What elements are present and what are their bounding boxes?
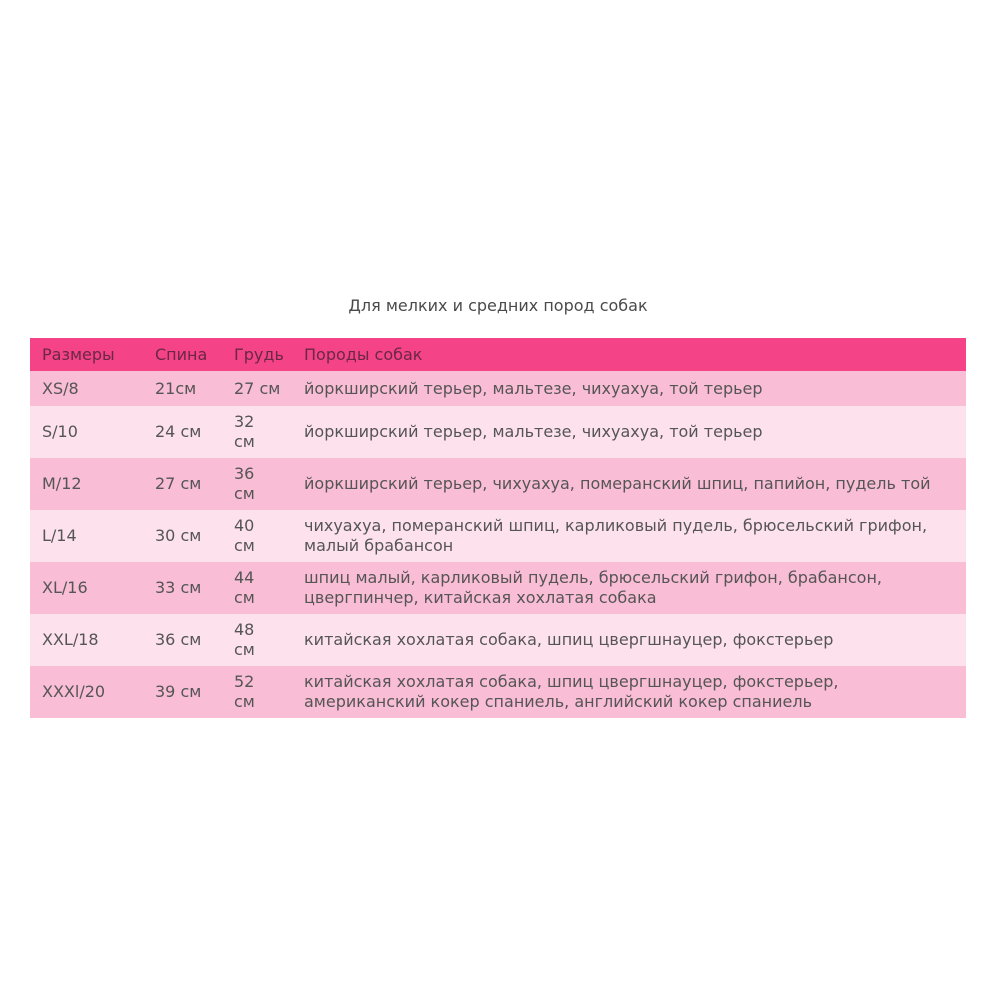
back-cell: 36 см bbox=[155, 630, 202, 649]
back-cell: 33 см bbox=[155, 578, 202, 597]
header-chest: Грудь bbox=[234, 344, 284, 364]
table-row bbox=[30, 406, 966, 458]
back-cell: 24 см bbox=[155, 422, 202, 441]
size-chart-table bbox=[30, 338, 966, 718]
chest-cell: 48 см bbox=[234, 620, 255, 659]
size-cell: XS/8 bbox=[42, 378, 79, 398]
breeds-cell: китайская хохлатая собака, шпиц цвергшнауцер, фокстерьер bbox=[304, 630, 834, 649]
header-back: Спина bbox=[155, 344, 208, 364]
size-cell: M/12 bbox=[42, 474, 82, 493]
table-row bbox=[30, 458, 966, 510]
chest-cell: 40 см bbox=[234, 516, 255, 555]
chest-cell: 52 см bbox=[234, 672, 255, 711]
size-cell: XL/16 bbox=[42, 578, 88, 597]
back-cell: 21см bbox=[155, 378, 197, 398]
breeds-cell: йоркширский терьер, мальтезе, чихуахуа, той терьер bbox=[304, 422, 763, 441]
table-row bbox=[30, 371, 966, 406]
header-breeds: Породы собак bbox=[304, 344, 423, 364]
header-size: Размеры bbox=[42, 344, 115, 364]
table-row bbox=[30, 510, 966, 562]
size-cell: S/10 bbox=[42, 422, 78, 441]
breeds-cell: шпиц малый, карликовый пудель, брюсельский грифон, брабансон, цвергпинчер, китайская хохлатая собака bbox=[304, 568, 882, 607]
size-cell: XXXl/20 bbox=[42, 682, 106, 701]
size-cell: L/14 bbox=[42, 526, 77, 545]
breeds-cell: китайская хохлатая собака, шпиц цвергшнауцер, фокстерьер, американский кокер спаниель, английский кокер спаниель bbox=[304, 672, 839, 711]
breeds-cell: чихуахуа, померанский шпиц, карликовый пудель, брюсельский грифон, малый брабансон bbox=[304, 516, 928, 555]
size-cell: XXL/18 bbox=[42, 630, 99, 649]
back-cell: 27 см bbox=[155, 474, 202, 493]
chest-cell: 36 см bbox=[234, 464, 255, 503]
table-header-row bbox=[30, 338, 966, 371]
table-row bbox=[30, 614, 966, 666]
chest-cell: 27 см bbox=[234, 378, 281, 398]
table-caption: Для мелких и средних пород собак bbox=[348, 296, 648, 315]
chest-cell: 32 см bbox=[234, 412, 255, 451]
breeds-cell: йоркширский терьер, чихуахуа, померанский шпиц, папийон, пудель той bbox=[304, 474, 931, 493]
chest-cell: 44 см bbox=[234, 568, 255, 607]
table-row bbox=[30, 562, 966, 614]
back-cell: 39 см bbox=[155, 682, 202, 701]
breeds-cell: йоркширский терьер, мальтезе, чихуахуа, той терьер bbox=[304, 378, 763, 398]
table-row bbox=[30, 666, 966, 718]
back-cell: 30 см bbox=[155, 526, 202, 545]
